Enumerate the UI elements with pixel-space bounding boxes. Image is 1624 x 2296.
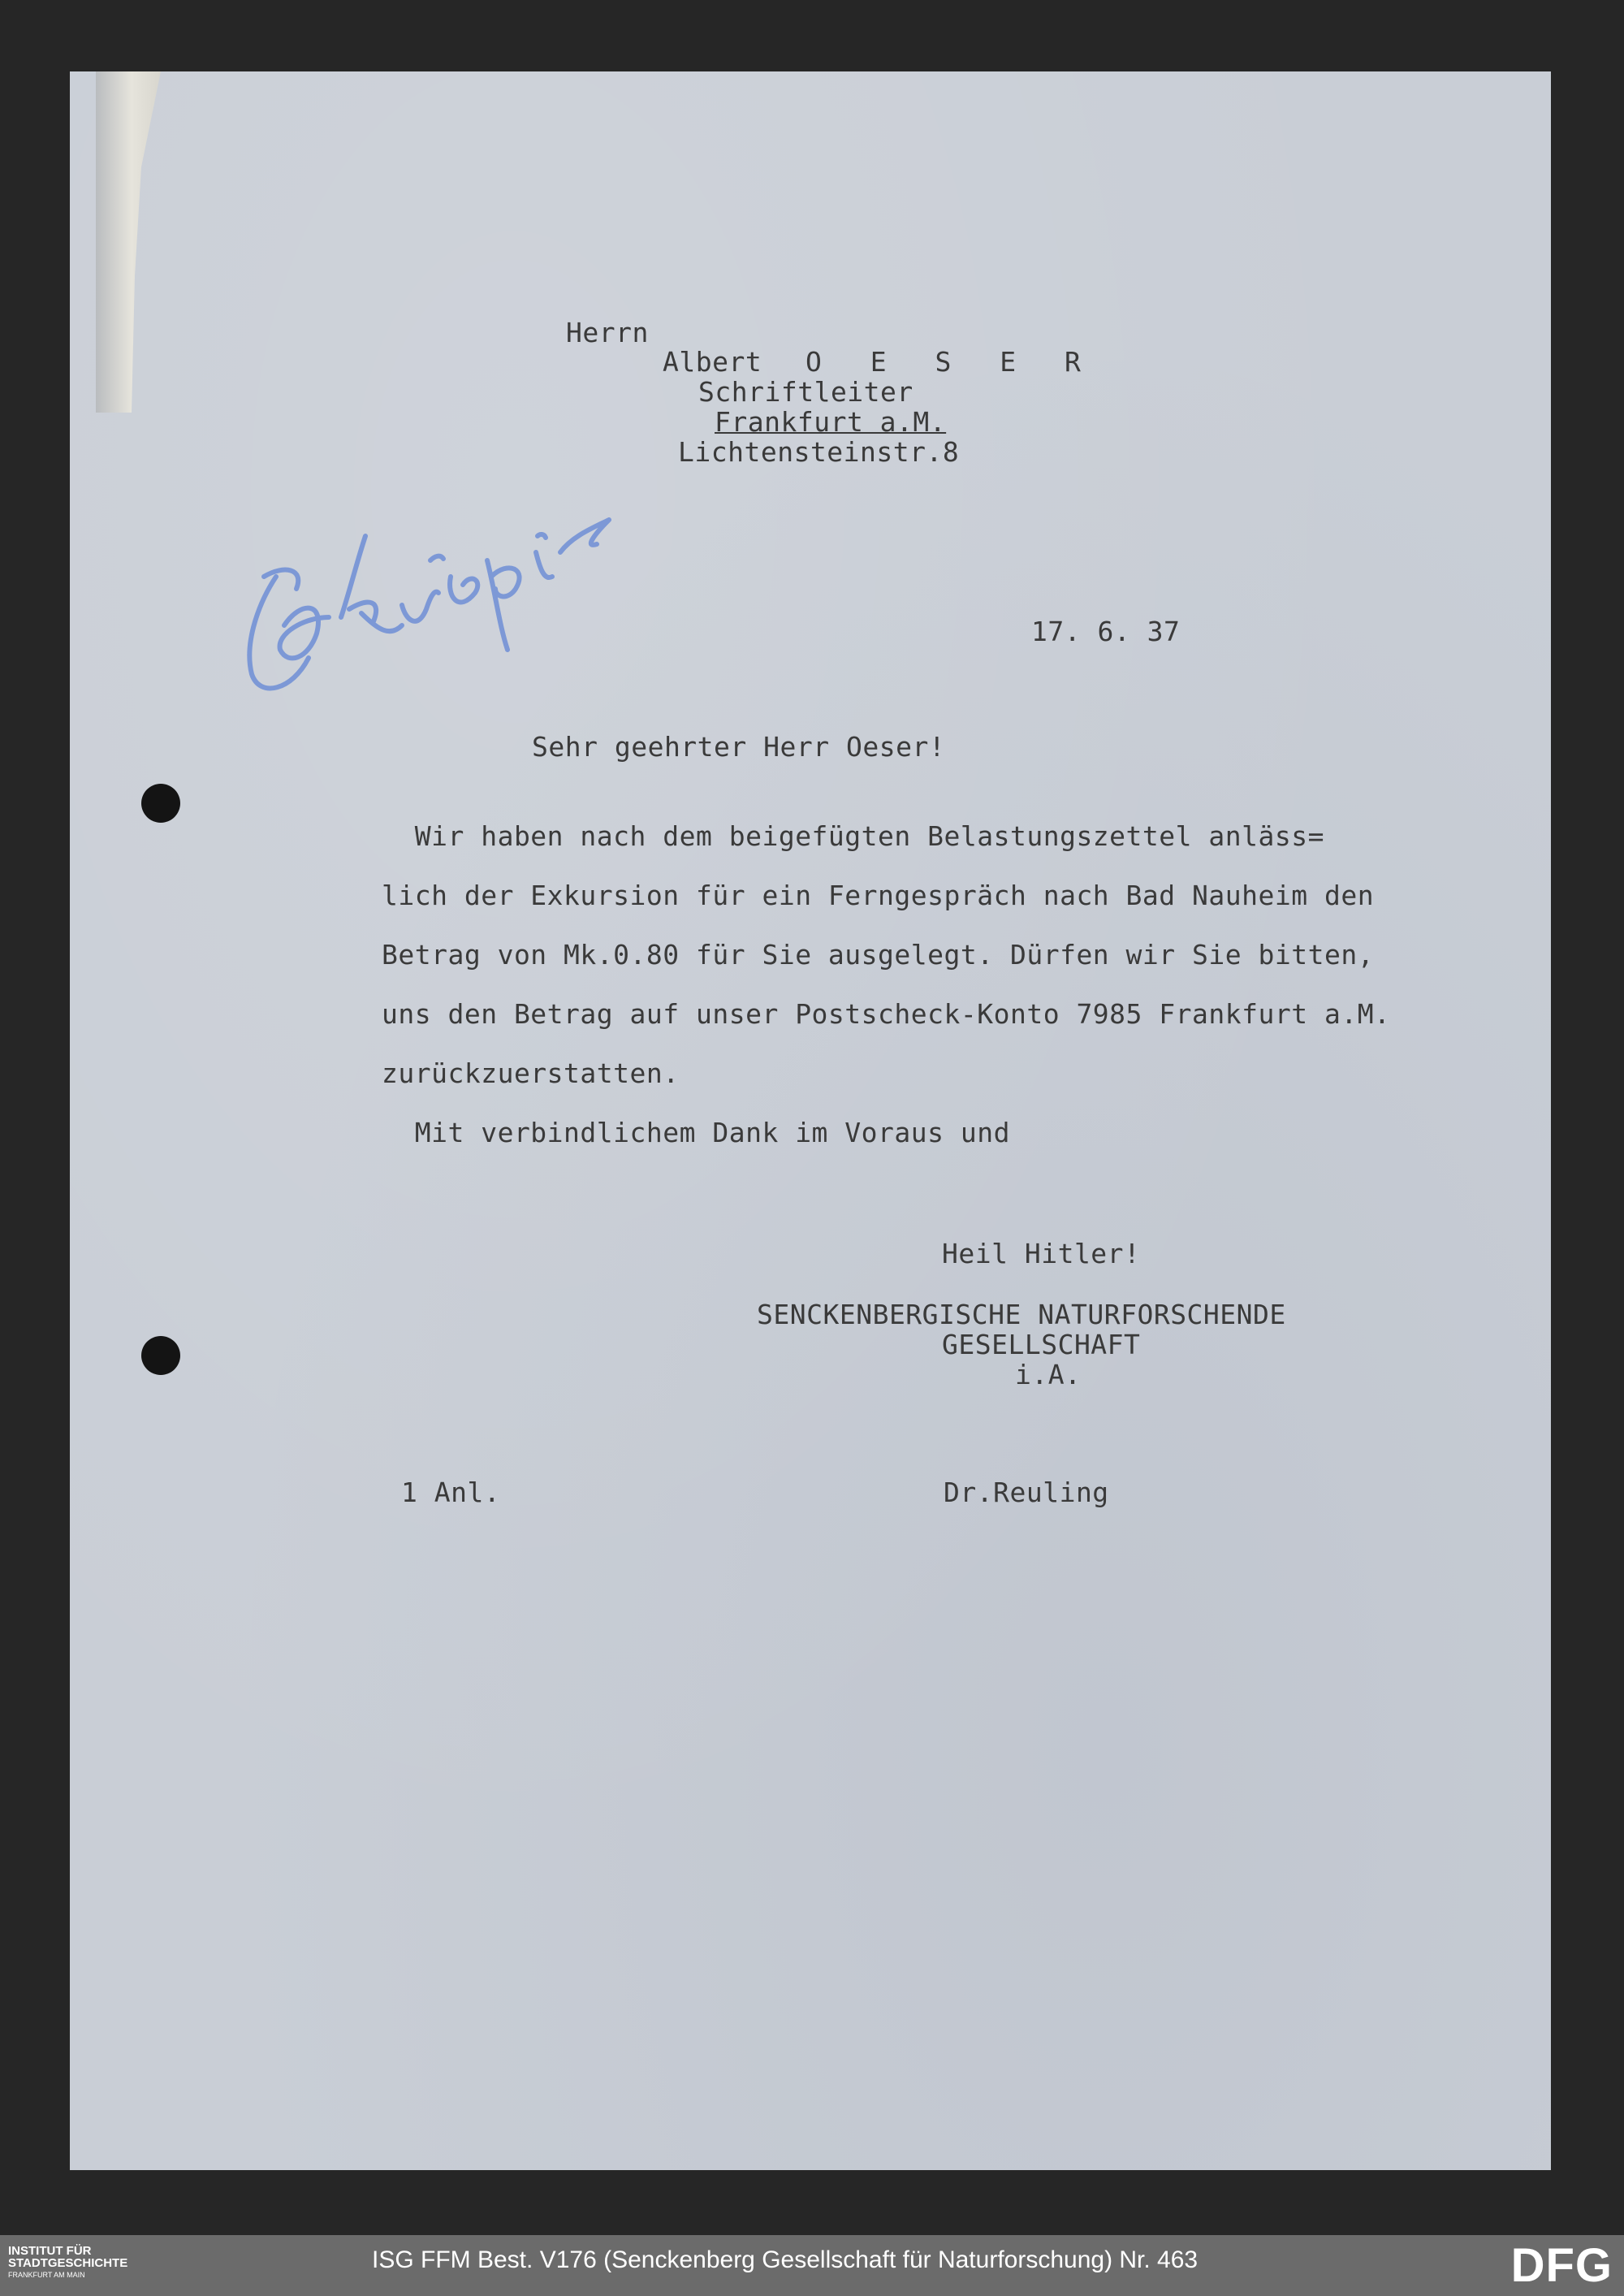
address-last-name: O E S E R: [806, 346, 1097, 378]
institute-line-2: STADTGESCHICHTE: [8, 2256, 128, 2270]
organization-name-line2: GESELLSCHAFT: [942, 1329, 1141, 1360]
body-line-4: uns den Betrag auf unser Postscheck-Konto 7985 Frankfurt a.M.: [382, 998, 1391, 1030]
archive-footer: [0, 2235, 1624, 2296]
institute-line-1: INSTITUT FÜR: [8, 2244, 92, 2258]
body-line-6: Mit verbindlichem Dank im Voraus und: [382, 1117, 1010, 1148]
archive-caption: ISG FFM Best. V176 (Senckenberg Gesellschaft für Naturforschung) Nr. 463: [372, 2246, 1199, 2273]
enclosure-note: 1 Anl.: [401, 1477, 501, 1508]
punch-hole-lower: [141, 1336, 180, 1375]
institute-line-3: FRANKFURT AM MAIN: [8, 2271, 85, 2279]
institute-logo: [8, 2245, 127, 2281]
body-line-3: Betrag von Mk.0.80 für Sie ausgelegt. Dürfen wir Sie bitten,: [382, 939, 1375, 971]
punch-hole-upper: [141, 784, 180, 823]
signatory-name: Dr.Reuling: [944, 1477, 1109, 1508]
address-salutation: Herrn: [566, 317, 649, 348]
address-street: Lichtensteinstr.8: [678, 436, 960, 468]
body-line-5: zurückzuerstatten.: [382, 1057, 680, 1089]
letter-date: 17. 6. 37: [1031, 616, 1181, 647]
letter-closing: Heil Hitler!: [942, 1238, 1141, 1269]
body-line-2: lich der Exkursion für ein Ferngespräch nach Bad Nauheim den: [382, 880, 1375, 911]
letter-greeting: Sehr geehrter Herr Oeser!: [532, 731, 946, 763]
address-title: Schriftleiter: [698, 376, 914, 408]
organization-name-line1: SENCKENBERGISCHE NATURFORSCHENDE: [757, 1299, 1286, 1330]
handwritten-note: [227, 414, 617, 707]
dfg-logo: DFG: [1510, 2239, 1613, 2292]
address-city: Frankfurt a.M.: [715, 406, 947, 438]
on-behalf-mark: i.A.: [1015, 1359, 1082, 1390]
address-first-name: Albert: [663, 346, 762, 378]
body-line-1: Wir haben nach dem beigefügten Belastungszettel anläss=: [382, 820, 1324, 852]
